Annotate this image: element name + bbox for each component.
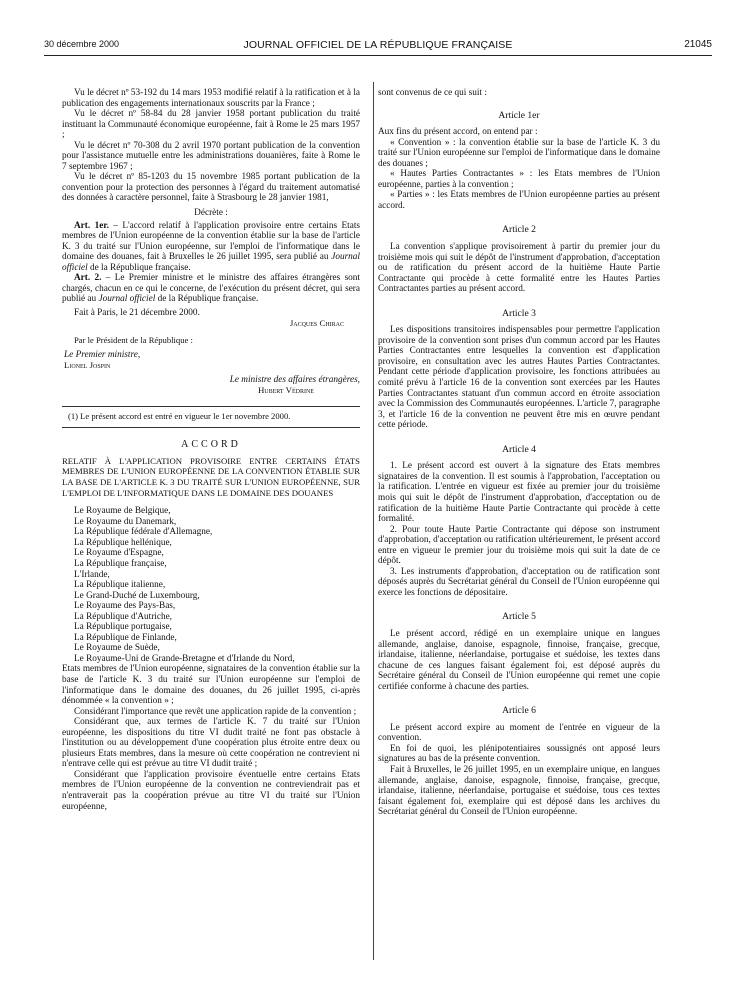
footnote-rule	[62, 406, 360, 407]
decree-article-1-tail: de la République française.	[87, 262, 191, 273]
article-6-paragraph: Fait à Bruxelles, le 26 juillet 1995, en un exemplaire unique, en langues allemande, anglaise, danoise, espagnole, finnoise, française, grecque, irlandaise, italienne, néerlandaise, portugaise et suédoise, tous ces textes faisant également foi, exemplaire qui est déposé dans les archives du Secrétariat général du Conseil de l'Union européenne.	[378, 764, 660, 818]
journal-officiel-italic: Journal officiel	[62, 252, 360, 273]
article-2-title: Article 2	[502, 224, 536, 236]
etats-membres-paragraph: Etats membres de l'Union européenne, signataires de la convention établie sur la base de l'article K. 3 du traité sur l'Union européenne sur l'emploi de l'informatique dans le domaine des douanes, du 26 juillet 1995, ci-après dénommée « la convention » ;	[62, 664, 360, 707]
article-6-paragraph: Le présent accord expire au moment de l'entrée en vigueur de la convention.	[378, 722, 660, 744]
accord-title: ACCORD	[181, 439, 241, 451]
decree-article-1-label: Art. 1er.	[74, 220, 109, 231]
signature-chirac: Jacques Chirac	[289, 318, 344, 329]
right-column	[378, 88, 660, 818]
article-4-paragraph: 3. Les instruments d'approbation, d'acceptation ou de ratification sont déposés auprès du Secrétariat général du Conseil de l'Union européenne qui exerce les fonctions de dépositaire.	[378, 566, 660, 598]
article-4-paragraph: 2. Pour toute Haute Partie Contractante qui dépose son instrument d'approbation, d'acceptation ou ratification ultérieurement, le présent accord entre en vigueur le premier jour du troisième mois qui suit la date de ce dépôt.	[378, 524, 660, 567]
article-1-title: Article 1er	[498, 109, 540, 121]
vu-paragraph: Vu le décret nº 70-308 du 2 avril 1970 portant publication de la convention pour l'assistance mutuelle entre les administrations douanières, faite à Rome le 7 septembre 1967 ;	[62, 140, 360, 172]
list-item: Le Royaume des Pays-Bas,	[74, 601, 176, 612]
ministre-affaires-etrangeres: Le ministre des affaires étrangères,	[229, 374, 360, 385]
vu-paragraph: Vu le décret nº 53-192 du 14 mars 1953 modifié relatif à la ratification et à la publication des engagements internationaux souscrits par la France ;	[62, 88, 360, 109]
article-5-paragraph: Le présent accord, rédigé en un exemplaire unique en langues allemande, anglaise, danoise, espagnole, finnoise, française, grecque, irlandaise, italienne, néerlandaise, portugaise et suédoise, les textes dans chacune de ces langues faisant également foi, est déposé auprès du Secrétaire général du Conseil de l'Union européenne qui remet une copie certifiée conforme à chacune des parties.	[378, 628, 660, 692]
decree-article-1-text: – L'accord relatif à l'application provisoire entre certains Etats membres de l'Union européenne de la convention établie sur la base de l'article K. 3 du traité sur l'Union européenne, sur l'emploi de l'informatique dans le domaine des douanes, fait à Bruxelles le 26 juillet 1995, sera publié au	[62, 220, 361, 263]
decree-article-2-label: Art. 2.	[74, 273, 102, 284]
decrete-heading: Décrète :	[194, 208, 228, 219]
page-header	[44, 39, 712, 53]
list-item: La République fédérale d'Allemagne,	[74, 527, 213, 538]
list-item: L'Irlande,	[74, 569, 110, 580]
header-date: 30 décembre 2000	[44, 39, 120, 49]
list-item: Le Royaume-Uni de Grande-Bretagne et d'Irlande du Nord,	[74, 653, 295, 664]
article-3-title: Article 3	[502, 307, 536, 319]
decree-article-2-text: – Le Premier ministre et le ministre des affaires étrangères sont chargés, chacun en ce qui le concerne, de l'exécution du présent décret, qui sera publié au	[62, 273, 360, 305]
list-item: La République française,	[74, 558, 167, 569]
article-1-paragraph: « Hautes Parties Contractantes » : les Etats membres de l'Union européenne, parties à la convention ;	[378, 169, 660, 190]
list-item: La République hellénique,	[74, 537, 172, 548]
accord-subtitle: RELATIF À L'APPLICATION PROVISOIRE ENTRE CERTAINS ÉTATS MEMBRES DE L'UNION EUROPÉENNE DE LA CONVENTION ÉTABLIE SUR LA BASE DE L'ARTICLE K. 3 DU TRAITÉ SUR L'UNION EUROPÉENNE, SUR L'EMPLOI DE L'INFORMATIQUE DANS LE DOMAINE DES DOUANES	[62, 455, 360, 498]
list-item: Le Royaume de Suède,	[74, 643, 160, 654]
signature-vedrine: Hubert Védrine	[257, 385, 314, 396]
left-column	[62, 88, 360, 812]
list-item: La République italienne,	[74, 580, 166, 591]
header-page-number: 21045	[684, 39, 712, 50]
par-le-president: Par le Président de la République :	[74, 335, 193, 346]
article-6-title: Article 6	[502, 705, 536, 717]
decree-article-1	[62, 221, 360, 274]
header-rule	[44, 55, 712, 56]
journal-officiel-italic: Journal officiel	[98, 294, 156, 305]
list-item: Le Royaume d'Espagne,	[74, 548, 164, 559]
footnote: (1) Le présent accord est entré en vigueur le 1er novembre 2000.	[68, 410, 291, 421]
article-1-paragraph: « Convention » : la convention établie sur la base de l'article K. 3 du traité sur l'Union européenne sur l'emploi de l'informatique dans le domaine des douanes ;	[378, 137, 660, 169]
article-1-paragraph: « Parties » : les Etats membres de l'Union européenne parties au présent accord.	[378, 190, 660, 211]
list-item: Le Grand-Duché de Luxembourg,	[74, 590, 200, 601]
signature-jospin: Lionel Jospin	[64, 360, 111, 371]
list-item: La République portugaise,	[74, 622, 172, 633]
considerant-paragraph: Considérant que, aux termes de l'article K. 7 du traité sur l'Union européenne, les dispositions du titre VI dudit traité ne font pas obstacle à l'institution ou au développement d'une coopération plus étroite entre deux ou plusieurs Etats membres, dans la mesure où cette coopération ne contrevient ni n'entrave celle qui est prévue au titre VI dudit traité ;	[62, 717, 360, 770]
article-2-paragraph: La convention s'applique provisoirement à partir du premier jour du troisième mois qui suit le dépôt de l'instrument d'approbation, d'acceptation ou de ratification du présent accord de la huitième Haute Partie Contractante qui procède à cette formalité entre les Hautes Parties Contractantes parties au présent accord.	[378, 242, 660, 295]
footnote-rule-bottom	[62, 427, 360, 428]
vu-paragraph: Vu le décret nº 85-1203 du 15 novembre 1985 portant publication de la convention pour la protection des personnes à l'égard du traitement automatisé des données à caractère personnel, faite à Strasbourg le 28 janvier 1981,	[62, 172, 360, 204]
article-1-paragraph: Aux fins du présent accord, on entend par :	[378, 127, 538, 138]
list-item: Le Royaume de Belgique,	[74, 506, 171, 517]
list-item: La République d'Autriche,	[74, 611, 172, 622]
list-item: Le Royaume du Danemark,	[74, 516, 177, 527]
considerant-paragraph: Considérant l'importance que revêt une application rapide de la convention ;	[74, 706, 357, 717]
decree-article-2-tail: de la République française.	[155, 294, 259, 305]
fait-a-paris: Fait à Paris, le 21 décembre 2000.	[74, 307, 200, 318]
premier-ministre: Le Premier ministre,	[64, 349, 141, 360]
convenus-line: sont convenus de ce qui suit :	[378, 88, 487, 98]
column-divider	[373, 82, 374, 960]
article-4-title: Article 4	[502, 443, 536, 455]
vu-paragraph: Vu le décret nº 58-84 du 28 janvier 1958 portant publication du traité instituant la Communauté économique européenne, fait à Rome le 25 mars 1957 ;	[62, 109, 360, 141]
article-3-paragraph: Les dispositions transitoires indispensables pour permettre l'application provisoire de la convention sont prises d'un commun accord par les Hautes Parties Contractantes entre lesquelles la convention est d'application provisoire, en consultation avec les autres Hautes Parties Contractantes. Pendant cette période d'application provisoire, les fonctions attribuées au comité prévu à l'article 16 de la convention sont exercées par les Hautes Parties Contractantes statuant d'un commun accord en étroite association avec la Commission des Communautés européennes. L'article 7, paragraphe 3, et l'article 16 de la convention ne peuvent être mis en œuvre pendant cette période.	[378, 325, 660, 431]
considerant-paragraph: Considérant que l'application provisoire éventuelle entre certains Etats membres de l'Union européenne de la convention ne contreviendrait pas et n'entraverait pas la coopération prévue au titre VI du traité sur l'Union européenne,	[62, 769, 360, 812]
article-6-paragraph: En foi de quoi, les plénipotentiaires soussignés ont apposé leurs signatures au bas de la présente convention.	[378, 743, 660, 765]
header-title: JOURNAL OFFICIEL DE LA RÉPUBLIQUE FRANÇAISE	[243, 39, 513, 51]
list-item: La République de Finlande,	[74, 632, 177, 643]
article-5-title: Article 5	[502, 611, 536, 623]
decree-article-2	[62, 273, 360, 305]
states-list	[74, 506, 360, 664]
article-4-paragraph: 1. Le présent accord est ouvert à la signature des Etats membres signataires de la convention. Il est soumis à l'approbation, l'acceptation ou la ratification. L'entrée en vigueur est fixée au premier jour du troisième mois qui suit le dépôt de l'instrument d'approbation, d'acceptation ou de ratification de la huitième Haute Partie Contractante qui procède à cette formalité.	[378, 461, 660, 525]
